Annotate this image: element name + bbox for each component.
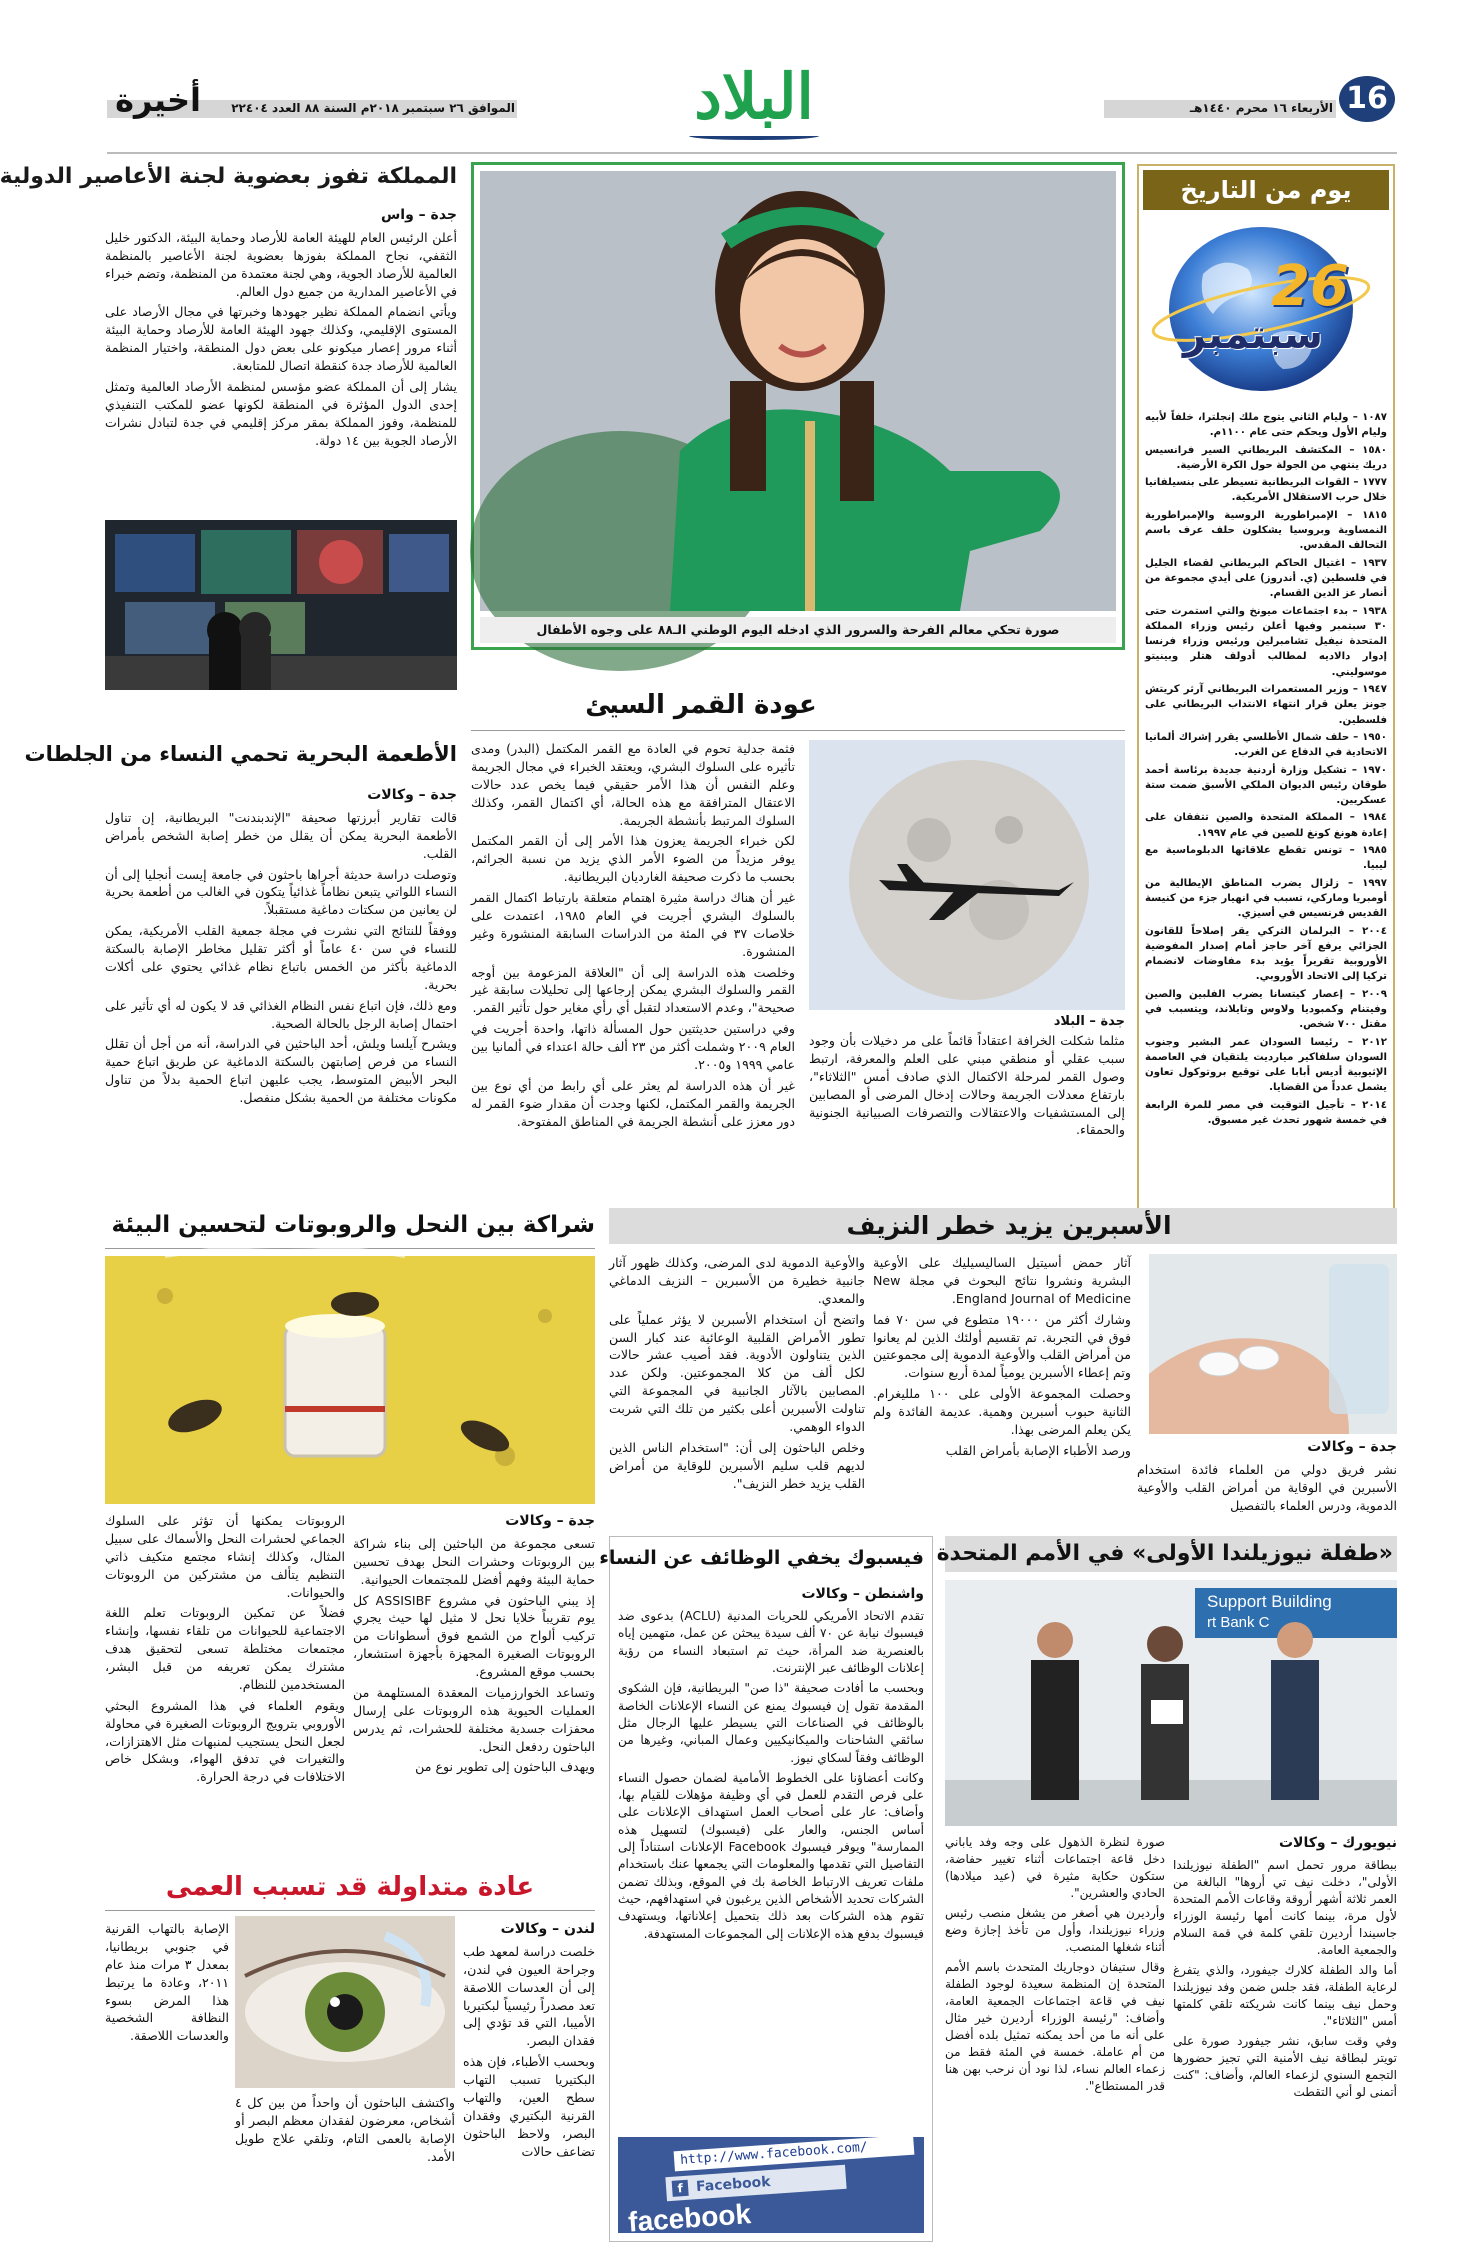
wmo-photo xyxy=(105,520,457,690)
section-name: أخيرة xyxy=(115,81,201,119)
eye-photo xyxy=(235,1916,455,2088)
moon-col2-para-4: وفي دراستين حديثتين حول المسألة ذاتها، واحدة أجريت في العام ٢٠٠٩ وشملت أكثر من ٢٣ ألف حالة اعتداء في ألمانيا بين عامي ١٩٩٩ و٢٠٠٥. xyxy=(471,1021,795,1072)
facebook-url: http://www.facebook.com/ xyxy=(674,2135,915,2172)
girl-photo xyxy=(480,171,1116,611)
facebook-logo: facebook xyxy=(627,2198,752,2238)
nz-col1-para-2: أما والد الطفلة كلارك جيفورد، والذي يتفرغ لرعاية الطفلة، فقد جلس ضمن وفد نيوزيلندا وحمل نيف بينما كانت شريكته تلقي كلمتها أمس "الثلاثاء". xyxy=(1173,1963,1397,2029)
moon-col2-para-2: غير أن هناك دراسة مثيرة اهتمام متعلقة بارتباط اكتمال القمر بالسلوك البشري أجريت في العام ١٩٨٥، اعتمدت على خلاصات ٣٧ في المئة من الدراسات السابقة المنشورة وغير المنشورة. xyxy=(471,890,795,959)
nz-col2-para-3: وقال ستيفان دوجاريك المتحدث باسم الأمم المتحدة إن المنظمة سعيدة لوجود الطفلة نيف في قاعة اجتماعات الجمعية العامة، وأضاف: "رئيسة الوزراء أرديرن خير مثال على أنه ما من أحد يمكنه تمثيل بلده أفضل من أم عاملة. خمسة في المئة فقط من زعماء العالم نساء، لذا نود أن نرحب بهن هنا قدر المستطاع". xyxy=(945,1960,1165,2094)
bees-col1-para-2: إذ يبني الباحثون في مشروع ASSISIBF كل يوم تقريباً خلايا نحل لا مثيل لها حيث يجري تركيب ألواح من الشمع فوق أسطوانات من الروبوتات الصغيرة المجهزة بأجهزة استشعار، بحسب موقع المشروع. xyxy=(353,1592,595,1679)
history-item: ١٩٨٤ – المملكة المتحدة والصين تتفقان على إعادة هونغ كونغ للصين في عام ١٩٩٧. xyxy=(1145,812,1387,839)
aspirin-col-1 xyxy=(1137,1438,1397,1530)
seafood-para-3: ووفقاً للنتائج التي نشرت في مجلة جمعية القلب الأمريكية، يمكن للنساء في سن ٤٠ عاماً أو أكثر تقليل مخاطر الإصابة بالسكتة الدماغية بأكثر من الخمس باتباع نظام غذائي يحتوي على أكلات بحرية. xyxy=(105,923,457,992)
facebook-box xyxy=(599,1536,933,2242)
wmo-body xyxy=(105,206,457,506)
history-item: ١٩٧٠ – تشكيل وزارة أردنية جديدة برئاسة أحمد طوقان رئيس الديوان الملكي الأسبق ضمت ستة عسكريين. xyxy=(1145,764,1387,807)
history-item: ١٠٨٧ – وليام الثاني يتوج ملك إنجلترا، خلفاً لأبيه وليام الأول ويحكم حتى عام ١١٠٠م. xyxy=(1145,412,1387,439)
nz-col2-para-2: وأرديرن هي أصغر من يشغل منصب رئيس وزراء نيوزيلندا، وأول من تأخذ إجازة وضع أثناء شغلها المنصب. xyxy=(945,1906,1165,1955)
bees-col2-para-1: الروبوتات يمكنها أن تؤثر على السلوك الجماعي لحشرات النحل والأسماك على سبيل المثال، وكذلك إنشاء مجتمع متكيف ذاتي التنظيم يتألف من مشتركين من الروبوتات والحيوانات. xyxy=(105,1513,345,1600)
nz-source: نيويورك – وكالات xyxy=(1278,1835,1397,1851)
bees-col-1 xyxy=(353,1512,595,1864)
facebook-headline: فيسبوك يخفي الوظائف عن النساء xyxy=(599,1547,924,1569)
moon-col2-para-1: لكن خبراء الجريمة يعزون هذا الأمر إلى أن القمر المكتمل يوفر مزيداً من الضوء الأمر الذي يزيد من نسبة الجرائم، بحسب ما ذكرت صحيفة الغارديان البريطانية. xyxy=(471,833,795,885)
nz-col1-para-3: وفي وقت سابق، نشر جيفورد صورة على تويتر لبطاقة نيف الأمنية التي تجيز حضورها التجمع السنوي لزعماء العالم، وأضاف: "كنت أتمنى لو أني التقطت xyxy=(1173,2034,1397,2100)
eye-col2-para-1: الإصابة بالتهاب القرنية في جنوبي بريطانيا، بمعدل ٣ مرات منذ عام ٢٠١١، وعادة ما يرتبط هذا المرض بسوء النظافة الشخصية والعدسات اللاصقة. xyxy=(105,1921,229,2044)
aspirin-col1-para-1: نشر فريق دولي من العلماء فائدة استخدام الأسبرين في الوقاية من أمراض القلب والأوعية الدموية، ودرس العلماء بالتفصيل xyxy=(1137,1461,1397,1513)
seafood-para-4: ومع ذلك، فإن اتباع نفس النظام الغذائي قد لا يكون له أي تأثير على احتمال إصابة الرجل بالحالة الصحية. xyxy=(105,997,457,1031)
facebook-para-2: وبحسب ما أفادت صحيفة "ذا صن" البريطانية، فإن الشكوى المقدمة تقول إن فيسبوك يمنع عن النساء الإعلانات الخاصة بالوظائف في الصناعات التي يسيطر عليها الرجال مثل سائقي الشاحنات والميكانيكيين وعمال المباني، وغيرها من الوظائف وفقاً لسكاي نيوز. xyxy=(618,1681,924,1765)
date-right: الأربعاء ١٦ محرم ١٤٤٠هـ xyxy=(1189,101,1333,115)
bees-photo xyxy=(105,1256,595,1504)
date-left: الموافق ٢٦ سبتمبر ٢٠١٨م السنة ٨٨ العدد ٢٢٤٠٤ xyxy=(231,101,515,115)
nz-col2-para-1: صورة لنظرة الذهول على وجه وفد ياباني دخل قاعة اجتماعات أثناء تغيير حفاضة، ستكون حكاية مثيرة في (عيد ميلادها) الحادي والعشرين". xyxy=(945,1835,1165,1901)
logo: البلاد xyxy=(694,60,814,133)
wmo-headline: المملكة تفوز بعضوية لجنة الأعاصير الدولية xyxy=(0,164,457,189)
history-item: ٢٠١٢ – رئيسا السودان عمر البشير وجنوب السودان سلفاكير ميارديت يلتقيان في العاصمة الإثيوبية أديس أبابا على توقيع بروتوكول تعاون يشمل عدداً من القضايا. xyxy=(1145,1036,1387,1094)
aspirin-photo xyxy=(1149,1254,1397,1434)
aspirin-col-2 xyxy=(873,1254,1131,1530)
bees-headline: شراكة بين النحل والروبوتات لتحسين البيئة xyxy=(111,1212,595,1238)
aspirin-col2-para-3: وحصلت المجموعة الأولى على ١٠٠ ملليغرام. الثانية حبوب أسبرين وهمية. عديمة الفائدة ولم يكن يعلم المرضى بهذا. xyxy=(873,1386,1131,1437)
history-day: 26 xyxy=(1271,254,1349,319)
eye-headline-rule xyxy=(105,1910,595,1911)
history-list xyxy=(1145,410,1387,1212)
aspirin-col3-para-1: والأوعية الدموية لدى المرضى، وكذلك ظهور آثار جانبية خطيرة من الأسبرين – النزيف الدماغي والمعدي. xyxy=(609,1255,865,1306)
history-item: ١٩٩٧ – زلزال يضرب المناطق الإيطالية من أومبريا وماركي، تسبب في انهيار جزء من كنيسة القديس فرنسيس في أسيزي. xyxy=(1145,877,1387,920)
aspirin-col3-para-3: وخلص الباحثون إلى أن: "استخدام الناس الذين لديهم قلب سليم الأسبرين للوقاية من أمراض القلب يزيد خطر النزيف". xyxy=(609,1439,865,1491)
history-item: ٢٠١٤ – تأجيل التوقيت في مصر للمرة الرابعة في خمسة شهور تحدث غير مسبوق. xyxy=(1145,1099,1387,1127)
eye-col2-para-2: واكتشف الباحثون أن واحداً من بين كل ٤ أشخاص، معرضون لفقدان معظم البصر أو الإصابة بالعمى التام، وتلقي علاج طويل الأمد. xyxy=(235,2095,455,2164)
history-header: يوم من التاريخ xyxy=(1143,170,1389,210)
history-month: سبتمبر xyxy=(1182,312,1324,358)
moon-col-1 xyxy=(809,1032,1125,1232)
wmo-para-3: يشار إلى أن المملكة عضو مؤسس لمنظمة الأرصاد العالمية وتمثل إحدى الدول المؤثرة في المنطقة لكونها عضو للمكتب التنفيذي للمنظمة، وفوز المملكة بمقر مركز إقليمي في جدة لتبادل نشرات الأرصاد الجوية بين ١٤ دولة. xyxy=(105,378,457,448)
facebook-tab-label: Facebook xyxy=(695,2174,772,2196)
eye-lens-photo xyxy=(235,1916,455,2088)
facebook-body xyxy=(618,1585,924,2133)
facebook-source: واشنطن – وكالات xyxy=(801,1586,924,1602)
moon-headline: عودة القمر السيئ xyxy=(585,690,817,720)
aspirin-col3-para-2: واتضح أن استخدام الأسبرين لا يؤثر عملياً على تطور الأمراض القلبية الوعائية عند كبار السن الذين يتناولون الأدوية. فقد أصيب عشر حالات لكل ألف من كلا المجموعتين. ولكن عدد المصابين بالآثار الجانبية في المجموعة التي تناولت الأسبرين أعلى بكثير من تلك التي شربت الدواء الوهمي. xyxy=(609,1311,865,1434)
main-photo xyxy=(480,171,1116,611)
facebook-para-1: تقدم الاتحاد الأمريكي للحريات المدنية (ACLU) بدعوى ضد فيسبوك نيابة عن ٧٠ ألف سيدة يبحثن عن عمل، متهمين إياه بالعنصرية ضد المرأة، حيث تم استبعاد النساء من رؤية إعلانات الوظائف عبر الإنترنت. xyxy=(618,1608,924,1675)
logo-swoosh xyxy=(689,132,819,140)
bees-col2-para-3: ويقوم العلماء في هذا المشروع البحثي الأوروبي بترويج الروبوتات الصغيرة في محاولة لجعل النحل يستجيب لمنبهات مثل الاهتزازات، والتغيرات في تدفق الهواء، وبشكل خاص الاختلافات في درجة الحرارة. xyxy=(105,1697,345,1785)
seafood-headline: الأطعمة البحرية تحمي النساء من الجلطات xyxy=(24,742,457,766)
nz-headline: «طفلة نيوزيلندا الأولى» في الأمم المتحدة xyxy=(936,1541,1393,1566)
history-item: ١٩٣٧ – اغتيال الحاكم البريطاني لقضاء الجليل في فلسطين (ي. أندروز) على أيدي مجموعة من أنصار عز الدين القسام. xyxy=(1145,557,1387,600)
moon-headline-rule xyxy=(471,730,1125,731)
nz-col1-para-1: ببطاقة مرور تحمل اسم "الطفلة نيوزيلندا الأولى"، دخلت نيف تي أروها" البالغة من العمر ثلاثة أشهر أروقة وقاعات الأمم المتحدة لأول مرة، بينما كانت أمها رئيسة الوزراء جاسيندا أرديرن تلقي كلمة في قمة السلام والجمعية العامة. xyxy=(1173,1857,1397,1958)
masthead xyxy=(39,0,1459,150)
facebook-photo xyxy=(618,2137,924,2238)
history-item: ٢٠٠٩ – إعصار كيتسانا يضرب الفلبين والصين وفيتنام وكمبوديا ولاوس وتايلاند، ويتسبب في مقتل ٧٠٠ شخص. xyxy=(1145,988,1387,1031)
facebook-tab-icon: f xyxy=(672,2180,689,2197)
wmo-para-2: ويأتي انضمام المملكة نظير جهودها وخبرتها في مجال الأرصاد على المستوى الإقليمي، وكذلك جهود الهيئة العامة للأرصاد وحماية البيئة أثناء مرور إعصار ميكونو على بعض دول المنطقة، واختيار المنظمة العالمية للأرصاد جدة كنقطة اتصال للمتابعة. xyxy=(105,304,457,373)
bees-col2-para-2: فضلاً عن تمكين الروبوتات تعلم اللغة الاجتماعية للحيوانات من تلقاء نفسها، وإنشاء مجتمعات مختلطة تسعى لتحقيق هدف مشترك يمكن تعريفه من قبل البشر، المستخدمين للنظام. xyxy=(105,1605,345,1692)
eye-col-2 xyxy=(105,1920,229,2242)
moon-col1-para-2: فثمة جدلية تحوم في العادة مع القمر المكتمل (البدر) ومدى تأثيره على السلوك البشري، ويعتقد الخبراء في مجال الجريمة وعلم النفس أن هذا الأمر حقيقي فيما يخص عدد حالات الاعتقال المترافقة مع هذه الحالة، أي اكتمال القمر، وكذلك السلوك المرتبط بأنشطة الجريمة. xyxy=(471,741,795,828)
moon-plane-photo xyxy=(809,740,1125,1010)
nz-photo xyxy=(945,1580,1397,1826)
history-item: ١٥٨٠ – المكتشف البريطاني السير فرانسيس دريك ينتهي من الجولة حول الكرة الأرضية. xyxy=(1145,444,1387,471)
bees-col1-para-3: وتساعد الخوارزميات المعقدة المستلهمة من العمليات الحيوية هذه الروبوتات على إرسال محفزات جسدية مختلفة للحشرات، ثم يدرس الباحثون ردفعل النحل. xyxy=(353,1684,595,1754)
seafood-source: جدة – وكالات xyxy=(367,787,457,803)
bees-col-2 xyxy=(105,1512,345,1864)
moon-photo xyxy=(809,740,1125,1010)
main-photo-frame xyxy=(471,162,1125,650)
main-photo-caption: صورة تحكي معالم الفرحة والسرور الذي ادخله اليوم الوطني الـ٨٨ على وجوه الأطفال xyxy=(480,617,1116,643)
aspirin-headline: الأسبرين يزيد خطر النزيف xyxy=(846,1211,1172,1240)
seafood-para-5: ويشرح آيلسا ويلش، أحد الباحثين في الدراسة، أنه من أجل أن تقلل النساء من فرص إصابتهن بالسكتة الدماغية عن طريق اتباع حمية البحر الأبيض المتوسط، يجب عليهن اتباع الحمية بدلاً من تناول مكونات مختلفة من الحمية بشكل منفصل. xyxy=(105,1036,457,1105)
aspirin-col2-para-4: ورصد الأطباء الإصابة بأمراض القلب xyxy=(945,1442,1131,1458)
moon-col1-para-1: مثلما شكلت الخرافة اعتقاداً قائماً على مر دخيلات بأن وجود سبب عقلي أو منطقي مبني على العلم والمعرفة، ارتبط وصول القمر لمرحلة الاكتمال الذي صادف أمس "الثلاثاء"، بارتفاع معدلات الجريمة وحالات إدخال المرضى أو المصابين إلى المستشفيات والاعتقالات والتصرفات الصبيانية الجنونية والحمقاء. xyxy=(809,1033,1125,1138)
aspirin-source: جدة – وكالات xyxy=(1307,1439,1397,1455)
moon-col-2 xyxy=(471,740,795,1232)
page-number-badge: 16 xyxy=(1339,76,1395,122)
history-item: ١٨١٥ – الإمبراطورية الروسية والإمبراطورية النمساوية وبروسيا يشكلون حلف عرف باسم التحالف المقدس. xyxy=(1145,509,1387,552)
moon-photo-credit: جدة – البلاد xyxy=(1053,1014,1125,1029)
facebook-para-3: وكانت أعضاؤنا على الخطوط الأمامية لضمان حصول النساء على فرص التقدم للعمل في أي وظيفة مؤهلات للقيام بها، وأضاف: عار على أصحاب العمل استهداف الإعلانات على أساس الجنس، والعار على (فيسبوك) لتسهيل هذه الممارسة" ويوفر فيسبوك Facebook الإعلانات استناداً إلى التفاصيل التي تقدمها والمعلومات التي يجمعها عنك باستخدام ملفات تعريف الارتباط الخاصة بك في الموقع، وبذلك تضمن الشركات تحديد الأشخاص الذين يرغبون في استهدافهم، حيث تقوم هذه الشركات بعد ذلك بتحميل إعلاناتها، ويستهدف فيسبوك بدفع هذه الإعلانات إلى المجموعات المستهدفة. xyxy=(618,1770,924,1941)
history-item: ١٩٥٠ – حلف شمال الأطلسي يقرر إشراك ألمانيا الاتحادية في الدفاع عن الغرب. xyxy=(1145,731,1387,759)
history-item: ١٩٨٥ – تونس تقطع علاقاتها الدبلوماسية مع ليبيا. xyxy=(1145,845,1387,872)
eye-headline: عادة متداولة قد تسبب العمى xyxy=(165,1872,535,1902)
history-item: ١٧٧٧ – القوات البريطانية تسيطر على بنسيلفانيا خلال حرب الاستقلال الأمريكية. xyxy=(1145,477,1387,504)
aspirin-col2-para-2: وشارك أكثر من ١٩٠٠٠ متطوع في سن ٧٠ فما فوق في التجربة. تم تقسيم أولئك الذين لم يعانوا من أمراض القلب والأوعية الدموية إلى مجموعتين وتم إعطاء الأسبرين يومياً لمدة أربع سنوات. xyxy=(873,1311,1131,1381)
bee-robot-photo xyxy=(105,1256,595,1504)
nz-col-1 xyxy=(1173,1834,1397,2242)
aspirin-col2-para-1: آثار حمض أسيتيل الساليسيليك على الأوعية البشرية ونشروا نتائج البحوث في مجلة New England Journal of Medicine. xyxy=(873,1255,1131,1306)
wmo-article xyxy=(0,162,457,510)
history-item: ١٩٣٨ – بدء اجتماعات ميونخ والتي استمرت حتى ٣٠ سبتمبر وفيها أعلن رئيس وزراء المملكة المتحدة نيفيل تشامبرلين ورئيس وزراء فرنسا إدوار دالاديه لمطالب أدولف هتلر وبينيتو موسوليني. xyxy=(1145,605,1387,678)
eye-col1-para-2: وبحسب الأطباء، فإن هذه البكتيريا تسبب التهاب سطح العين، والتهاب القرنية البكتيري وفقدان البصر، ولاحظ الباحثون تضاعف حالات xyxy=(463,2054,595,2159)
eye-col1-para-1: خلصت دراسة لمعهد طب وجراحة العيون في لندن، إلى أن العدسات اللاصقة تعد مصدراً رئيسياً لبكتيريا الأميبا، التي قد تؤدي إلى فقدان البصر. xyxy=(463,1943,595,2049)
history-graphic xyxy=(1143,214,1389,404)
aspirin-col-3 xyxy=(609,1254,865,1530)
pills-photo xyxy=(1149,1254,1397,1434)
history-box xyxy=(1137,164,1395,1219)
moon-col2-para-3: وخلصت هذه الدراسة إلى أن "العلاقة المزعومة بين أوجه القمر والسلوك البشري يمكن إرجاعها إلى تحليلات سابقة غير صحيحة"، وعدم الاستعداد لتقبل أي رأي مغاير حول تأثير القمر. xyxy=(471,964,795,1016)
seafood-para-2: وتوصلت دراسة حديثة أجراها باحثون في جامعة إيست أنجليا إلى أن النساء اللواتي يتبعن نظاماً غذائياً يتكون في الغالب من أطعمة بحرية لن يعانين من سكتات دماغية مستقبلاً. xyxy=(105,866,457,918)
control-room-photo xyxy=(105,520,457,690)
masthead-rule xyxy=(107,152,1397,154)
seafood-body xyxy=(105,786,457,1232)
wmo-para-1: أعلن الرئيس العام للهيئة العامة للأرصاد وحماية البيئة، الدكتور خليل الثقفي، نجاح المملكة بفوزها بعضوية لجنة الأعاصير بالمنظمة العالمية للأرصاد الجوية، وهي لجنة معتمدة من المنظمة، وتضم خبراء في الأعاصير المدارية من جميع دول العالم. xyxy=(105,229,457,299)
nz-col-2 xyxy=(945,1834,1165,2242)
bees-col1-para-4: ويهدف الباحثون إلى تطوير نوع من xyxy=(415,1759,595,1775)
eye-col-2b xyxy=(235,2094,455,2242)
bees-col1-para-1: تسعى مجموعة من الباحثين إلى بناء شراكة بين الروبوتات وحشرات النحل بهدف تحسين حماية البيئة وفهم أفضل للمجتمعات الحيوانية. xyxy=(353,1535,595,1587)
nz-sign-1: Support Building xyxy=(1207,1592,1332,1611)
seafood-para-1: قالت تقارير أبرزتها صحيفة "الإندبندنت" البريطانية، إن تناول الأطعمة البحرية يمكن أن يقلل من خطر إصابة الشخص بأمراض القلب. xyxy=(105,809,457,861)
history-item: ٢٠٠٤ – البرلمان التركي يقر إصلاحاً للقانون الجزائي يرفع آخر حاجز أمام إصدار المفوضية الأوروبية تقريراً يؤيد بدء مفاوضات لانضمام تركيا إلى الاتحاد الأوروبي. xyxy=(1145,925,1387,983)
eye-source: لندن – وكالات xyxy=(500,1921,595,1937)
history-item: ١٩٤٧ – وزير المستعمرات البريطاني آرثر كريتش جونز يعلن قرار انتهاء الانتداب البريطاني على فلسطين. xyxy=(1145,684,1387,726)
moon-col2-para-5: غير أن هذه الدراسة لم يعثر على أي رابط من أي نوع بين الجريمة والقمر المكتمل، لكنها وجدت أن مقدار ضوء القمر له دور معزز على أنشطة الجريمة في المناطق المفتوحة. xyxy=(471,1077,795,1129)
wmo-source: جدة – واس xyxy=(380,207,457,223)
bees-source: جدة – وكالات xyxy=(505,1513,595,1529)
eye-col-1 xyxy=(463,1920,595,2242)
nz-sign-2: rt Bank C xyxy=(1207,1614,1270,1631)
